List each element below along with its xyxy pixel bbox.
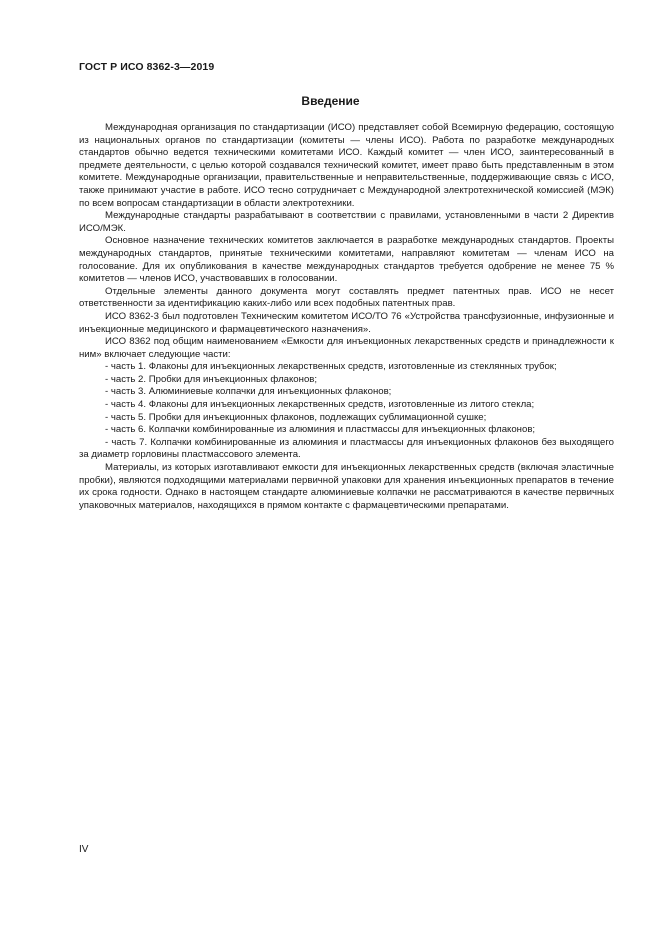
parts-list [79,361,614,462]
document-header: ГОСТ Р ИСО 8362-3—2019 [79,61,215,73]
paragraph-iso-intro: Международная организация по стандартизации (ИСО) представляет собой Всемирную федерацию, состоящую из национальных органов по стандартизации (комитеты — члены ИСО). Работа по разработке международных стандартов обычно ведется техническими комитетами ИСО. Каждый комитет — член ИСО, заинтересованный в предмете деятельности, с целью которой создавался технический комитет, имеет право быть представленным в этом комитете. Международные организации, правительственные и неправительственные, поддерживающие связь с ИСО, также принимают участие в работе. ИСО тесно сотрудничает с Международной электротехнической комиссией (МЭК) по всем вопросам стандартизации в области электротехники. [79,122,614,209]
list-item: - часть 2. Пробки для инъекционных флаконов; [105,373,318,385]
paragraph-directives: Международные стандарты разрабатывают в соответствии с правилами, установленными в части 2 Директив ИСО/МЭК. [79,210,614,234]
list-item: - часть 3. Алюминиевые колпачки для инъекционных флаконов; [105,386,392,398]
paragraph-parts-intro: ИСО 8362 под общим наименованием «Емкости для инъекционных лекарственных средств и принадлежности к ним» включает следующие части: [79,336,614,360]
page-number: IV [79,844,89,855]
paragraph-committees: Основное назначение технических комитетов заключается в разработке международных стандартов. Проекты международных стандартов, принятые техническими комитетами, направляют комитетам — членам ИСО на голосование. Для их опубликования в качестве международных стандартов требуется одобрение не менее 75 % комитетов — членов ИСО, участвовавших в голосовании. [79,235,614,285]
paragraph-prepared-by: ИСО 8362-3 был подготовлен Техническим комитетом ИСО/ТО 76 «Устройства трансфузионные, инфузионные и инъекционные медицинского и фармацевтического назначения». [79,310,614,335]
section-title: Введение [301,94,360,108]
document-body [79,122,614,512]
paragraph-materials: Материалы, из которых изготавливают емкости для инъекционных лекарственных средств (включая эластичные пробки), являются подходящими материалами первичной упаковки для хранения инъекционных препаратов в течение их срока годности. Однако в настоящем стандарте алюминиевые колпачки не рассматриваются в качестве первичных упаковочных материалов, находящихся в прямом контакте с фармацевтическими препаратами. [79,462,614,511]
list-item: - часть 1. Флаконы для инъекционных лекарственных средств, изготовленные из стеклянных трубок; [105,361,557,373]
list-item: - часть 6. Колпачки комбинированные из алюминия и пластмассы для инъекционных флаконов; [105,424,536,436]
paragraph-patents: Отдельные элементы данного документа могут составлять предмет патентных прав. ИСО не несет ответственности за идентификацию каких-либо или всех подобных патентных прав. [79,285,614,310]
list-item: - часть 7. Колпачки комбинированные из алюминия и пластмассы для инъекционных флаконов без выходящего за диаметр горловины пластмассового элемента. [79,436,614,461]
list-item: - часть 5. Пробки для инъекционных флаконов, подлежащих сублимационной сушке; [105,411,487,423]
list-item: - часть 4. Флаконы для инъекционных лекарственных средств, изготовленные из литого стекла; [105,399,535,411]
